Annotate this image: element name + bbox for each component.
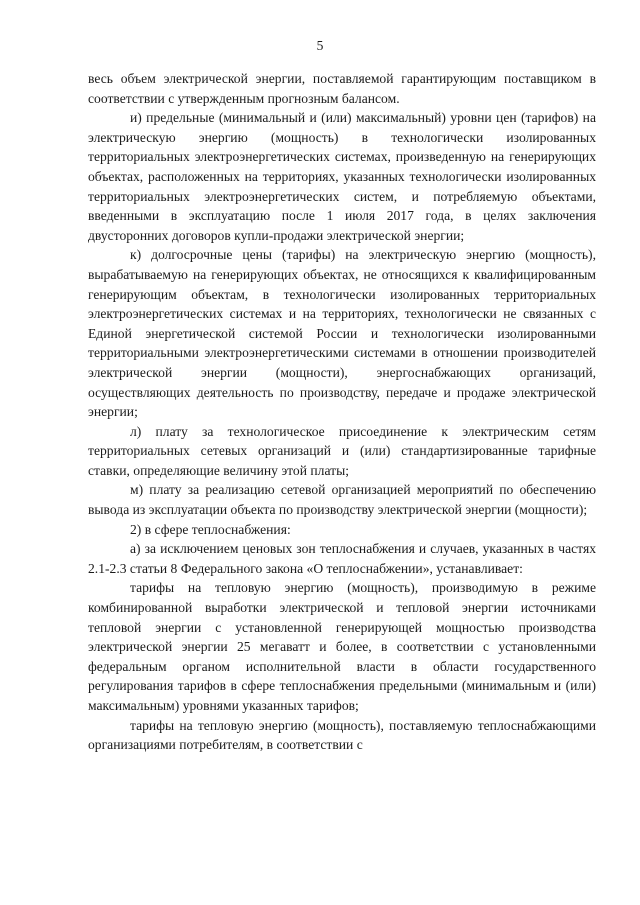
paragraph-item-l: л) плату за технологическое присоединение к электрическим сетям территориальных сетевых организаций и (или) стандартизированные тарифные ставки, определяющие величину этой платы;: [88, 423, 596, 478]
paragraph-tariffs-supplied: тарифы на тепловую энергию (мощность), поставляемую теплоснабжающими организациями потребителям, в соответствии с: [88, 717, 596, 753]
paragraph-item-a: а) за исключением ценовых зон теплоснабжения и случаев, указанных в частях 2.1-2.3 статьи 8 Федерального закона «О теплоснабжении», устанавливает:: [88, 541, 596, 576]
paragraph-item-m: м) плату за реализацию сетевой организацией мероприятий по обеспечению вывода из эксплуатации объекта по производству электрической энергии (мощности);: [88, 482, 596, 518]
paragraph-tariffs-combined: тарифы на тепловую энергию (мощность), производимую в режиме комбинированной выработки электрической и тепловой энергии источниками тепловой энергии с установленной генерирующей мощностью производства электрической энергии 25 мегаватт и более, в соответствии с установленными федеральным органом исполнительной власти в области государственного регулирования тарифов в сфере теплоснабжения предельными (минимальным и (или) максимальным) уровнями указанных тарифов;: [88, 580, 596, 713]
paragraph-section-2: 2) в сфере теплоснабжения:: [130, 521, 291, 537]
paragraph-continuation: весь объем электрической энергии, поставляемой гарантирующим поставщиком в соответствии с утвержденным прогнозным балансом.: [88, 71, 596, 106]
paragraph-item-k: к) долгосрочные цены (тарифы) на электрическую энергию (мощность), вырабатываемую на генерирующих объектах, не относящихся к квалифицированным генерирующим объектам, в технологически изолированных территориальных электроэнергетических системах и на территориях, технологически не связанных с Единой энергетической системой России и технологически изолированными территориальными электроэнергетическими системами в отношении производителей электрической энергии (мощности), энергоснабжающих организаций, осуществляющих деятельность по производству, передаче и продаже электрической энергии;: [88, 247, 596, 420]
page-number: 5: [316, 38, 324, 53]
document-body: [88, 69, 596, 755]
paragraph-item-i: и) предельные (минимальный и (или) максимальный) уровни цен (тарифов) на электрическую энергию (мощность) в технологически изолированных территориальных электроэнергетических системах, произведенную на генерирующих объектах, расположенных на территориях, указанных технологически изолированных территориальных электроэнергетических систем, и потребляемую объектами, введенными в эксплуатацию после 1 июля 2017 года, в целях заключения двусторонних договоров купли-продажи электрической энергии;: [88, 110, 596, 243]
